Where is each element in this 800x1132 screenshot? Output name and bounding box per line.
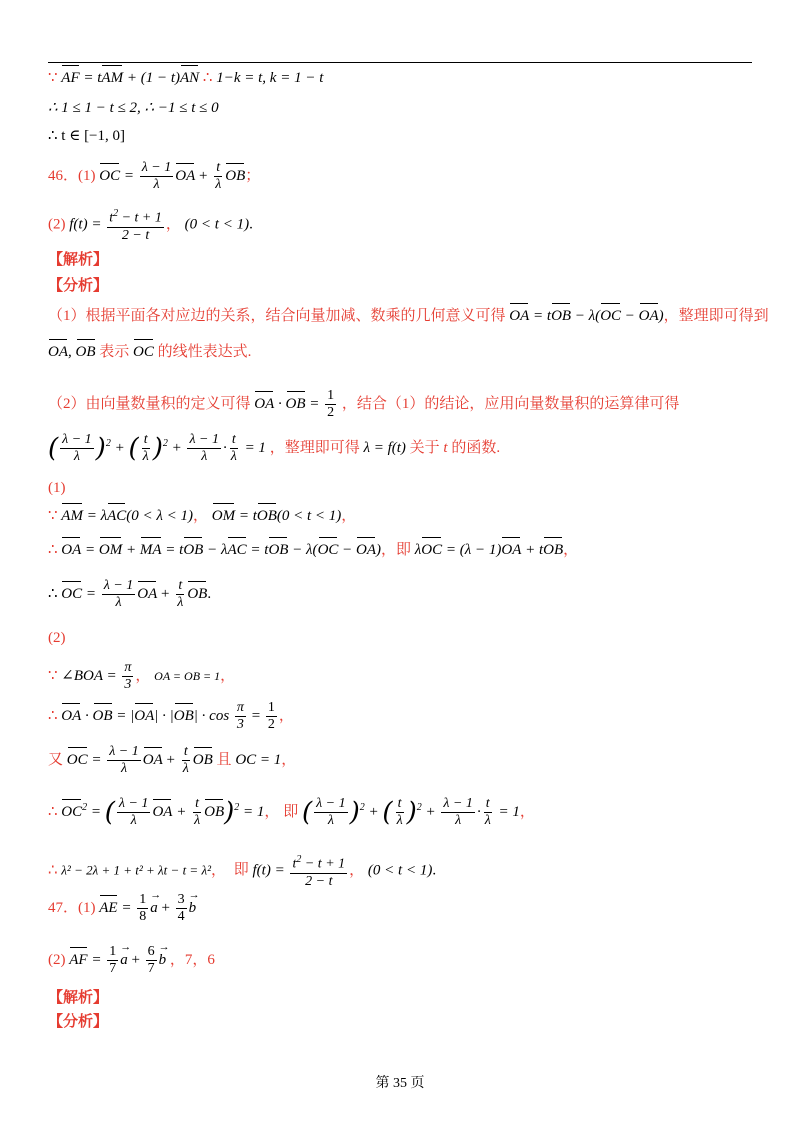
analysis-step3: ( $\frac{\lambda - 1}{\lambda}$ )$^2$ + ( $\frac{t}{\lambda}$ )$^2$ + $\frac{\lambda - 1}{\lambda}$ · $\frac{t}{\lambda}$ = 1 ，整理即可得 λ = f(t) 关于 t 的函数. <box>48 432 501 464</box>
line-t-range: ∴ t ∈ [−1, 0] <box>48 128 126 144</box>
analysis-step1: （1）根据平面各对应边的关系，结合向量加减、数乘的几何意义可得 OA = tOB − λ(OC − OA)，整理即可得到 <box>48 308 769 324</box>
solution-part1-given: ∵ AM = λAC(0 < λ < 1)， OM = tOB(0 < t < 1)， <box>48 508 357 524</box>
page-footer: 第 35 页 <box>375 1076 425 1091</box>
jiexi-heading-2: 【解析】 <box>48 990 109 1006</box>
jiexi-heading: 【解析】 <box>48 252 109 268</box>
solution-part2-oc: 又 OC = $\frac{\lambda - 1}{\lambda}$ OA + $\frac{t}{\lambda}$ OB 且 OC = 1， <box>48 744 297 776</box>
solution-part2-final: ∴ λ² − 2λ + 1 + t² + λt − t = λ²， 即 f(t) = $\frac{t^2 - t + 1}{2 - t}$ ， (0 < t < 1). <box>48 854 437 889</box>
solution-part1-result: ∴ OC = $\frac{\lambda - 1}{\lambda}$ OA + $\frac{t}{\lambda}$ OB. <box>48 578 212 610</box>
analysis-step2: （2）由向量数量积的定义可得 OA · OB = $\frac{1}{2}$ ，结合（1）的结论，应用向量数量积的运算律可得 <box>48 388 680 420</box>
fenxi-heading: 【分析】 <box>48 278 109 294</box>
solution-part2-square: ∴ $OC^2$ = ( $\frac{\lambda - 1}{\lambda}$ OA + $\frac{t}{\lambda}$ OB)$^2$ = 1， 即 ( $\frac{\lambda - 1}{\lambda}$ )$^2$ + ( $\frac{t}{\lambda}$ )$^2$ + $\frac{\lambda - 1}{\lambda}$ · $\frac{t}{\lambda}$ = 1， <box>48 796 535 828</box>
solution-part1-label: (1) <box>48 480 66 496</box>
q46-part1-answer: 46．(1) OC = $\frac{\lambda - 1}{\lambda}$ OA + $\frac{t}{\lambda}$ OB； <box>48 160 261 192</box>
q46-part2-answer: (2) f(t) = $\frac{t^2 - t + 1}{2 - t}$ ， (0 < t < 1). <box>48 208 253 243</box>
line-t-inequality: ∴ 1 ≤ 1 − t ≤ 2, ∴ −1 ≤ t ≤ 0 <box>48 100 219 116</box>
q47-part1-answer: 47．(1) AE = $\frac{1}{8}$ → a + $\frac{3}{4}$ → b <box>48 892 196 925</box>
analysis-step1-cont: OA, OB 表示 OC 的线性表达式. <box>48 344 252 360</box>
solution-part2-label: (2) <box>48 630 66 646</box>
solution-part2-given: ∵ ∠BOA = $\frac{\pi}{3}$ ， OA = OB = 1， <box>48 660 236 692</box>
line-af-relation: ∵ AF = tAM + (1 − t)AN ∴ 1−k = t, k = 1 − t <box>48 70 324 86</box>
header-rule <box>48 62 752 63</box>
solution-part2-dot: ∴ OA · OB = |OA| · |OB| · cos $\frac{\pi}{3}$ = $\frac{1}{2}$ ， <box>48 700 294 732</box>
q47-part2-answer: (2) AF = $\frac{1}{7}$ → a + $\frac{6}{7}$ → b ，7，6 <box>48 944 215 977</box>
solution-part1-derive: ∴ OA = OM + MA = tOB − λAC = tOB − λ(OC − OA)，即 λOC = (λ − 1)OA + tOB， <box>48 542 579 558</box>
fenxi-heading-2: 【分析】 <box>48 1014 109 1030</box>
